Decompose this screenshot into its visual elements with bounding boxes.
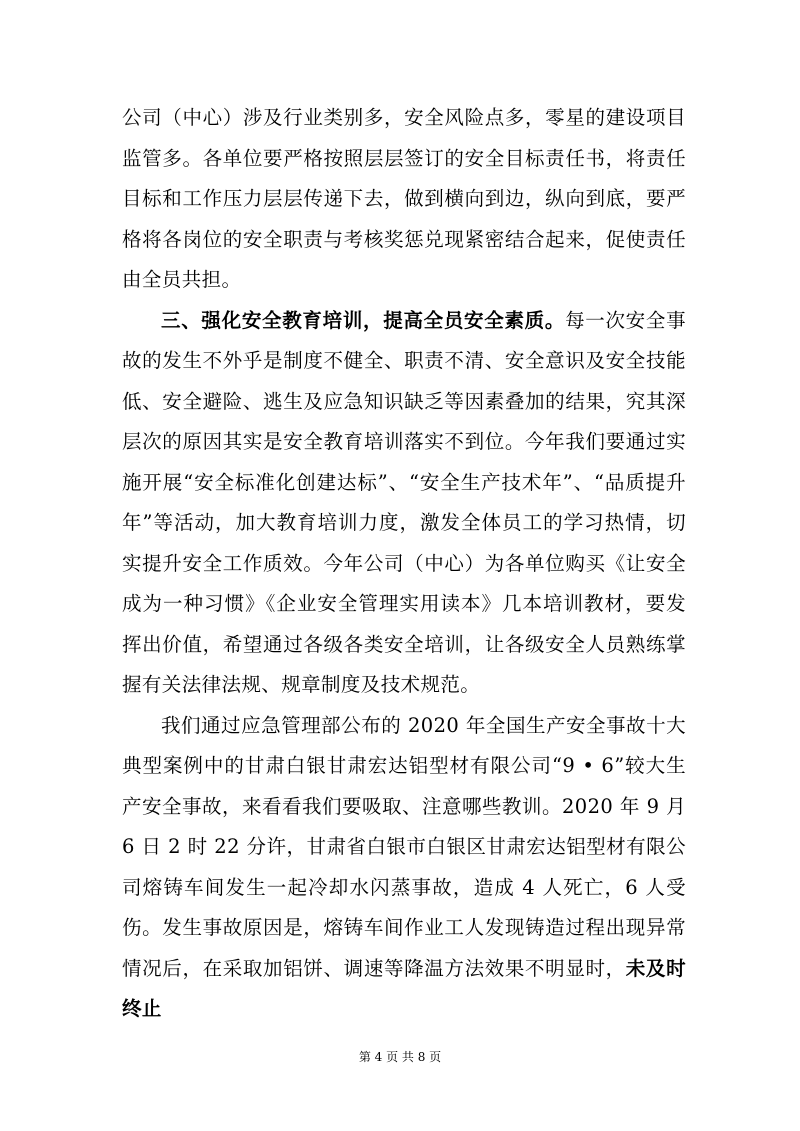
paragraph-training	[122, 301, 686, 706]
paragraph-responsibility: 公司（中心）涉及行业类别多，安全风险点多，零星的建设项目监管多。各单位要严格按照层层签订的安全目标责任书，将责任目标和工作压力层层传递下去，做到横向到边，纵向到底，要严格将各岗位的安全职责与考核奖惩兑现紧密结合起来，促使责任由全员共担。	[122, 106, 686, 291]
paragraph-accident-bold-tail: 未及时终止	[122, 956, 686, 1020]
paragraph-accident-text: 我们通过应急管理部公布的 2020 年全国生产安全事故十大典型案例中的甘肃白银甘肃宏达铝型材有限公司“9 • 6”较大生产安全事故，来看看我们要吸取、注意哪些教训。2020 年 9 月 6 日 2 时 22 分许，甘肃省白银市白银区甘肃宏达铝型材有限公司熔铸车间发生一起冷却水闪蒸事故，造成 4 人死亡，6 人受伤。发生事故原因是，熔铸车间作业工人发现铸造过程出现异常情况后，在采取加铝饼、调速等降温方法效果不明显时，	[122, 713, 686, 980]
document-body	[122, 98, 686, 1030]
paragraph-training-text: 每一次安全事故的发生不外乎是制度不健全、职责不清、安全意识及安全技能低、安全避险、逃生及应急知识缺乏等因素叠加的结果，究其深层次的原因其实是安全教育培训落实不到位。今年我们要通过实施开展“安全标准化创建达标”、“安全生产技术年”、“品质提升年”等活动，加大教育培训力度，激发全体员工的学习热情，切实提升安全工作质效。今年公司（中心）为各单位购买《让安全成为一种习惯》《企业安全管理实用读本》几本培训教材，要发挥出价值，希望通过各级各类安全培训，让各级安全人员熟练掌握有关法律法规、规章制度及技术规范。	[122, 308, 686, 696]
page-number-footer: 第 4 页 共 8 页	[358, 1050, 442, 1064]
section-heading-training: 三、强化安全教育培训，提高全员安全素质。	[161, 308, 566, 332]
paragraph-accident-case	[122, 706, 686, 1030]
